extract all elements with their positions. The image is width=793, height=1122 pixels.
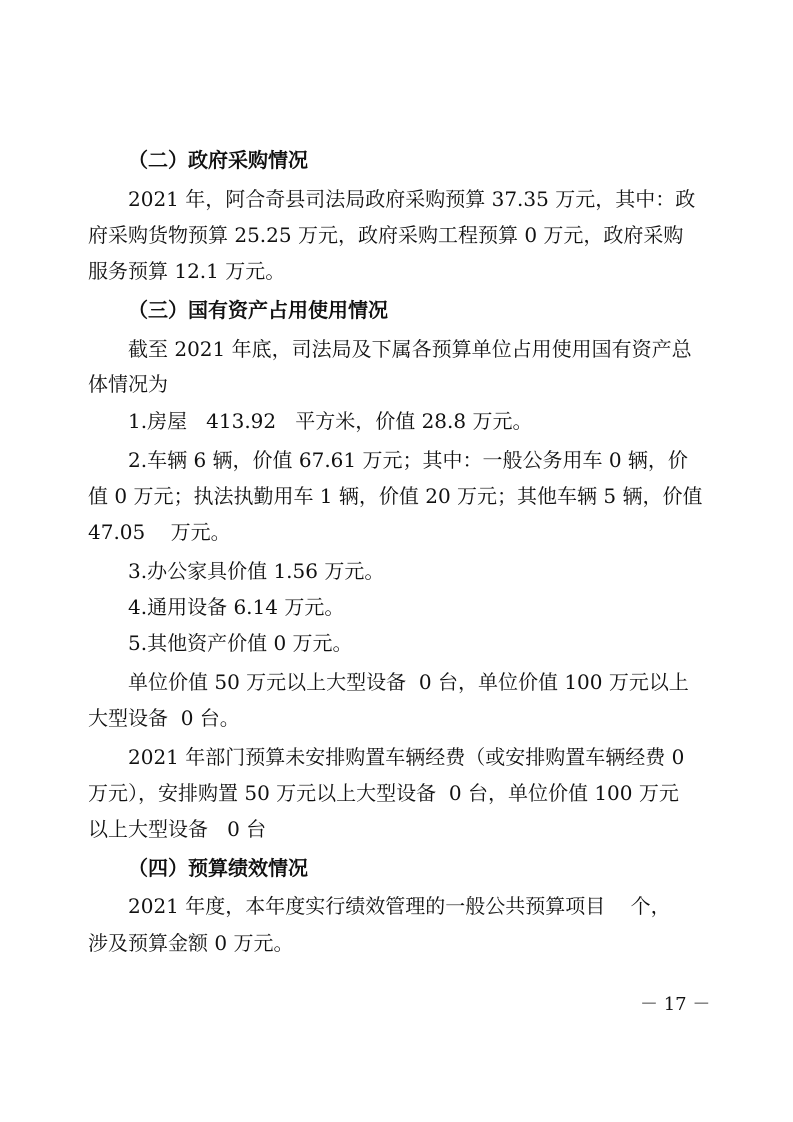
body-text-line: 服务预算 12.1 万元。 xyxy=(88,259,286,283)
asset-item-furniture: 3.办公家具价值 1.56 万元。 xyxy=(128,559,385,583)
asset-item-other-assets: 5.其他资产价值 0 万元。 xyxy=(128,631,353,655)
section-heading-government-procurement: （二）政府采购情况 xyxy=(128,148,308,172)
section-heading-state-assets: （三）国有资产占用使用情况 xyxy=(128,298,388,322)
asset-item-vehicles: 2.车辆 6 辆，价值 67.61 万元；其中：一般公务用车 0 辆，价 xyxy=(128,448,688,472)
body-text-line: 涉及预算金额 0 万元。 xyxy=(88,931,294,955)
body-text-line: 截至 2021 年底，司法局及下属各预算单位占用使用国有资产总 xyxy=(128,337,692,361)
page-number: － 17 － xyxy=(640,994,711,1015)
body-text-line: 府采购货物预算 25.25 万元，政府采购工程预算 0 万元，政府采购 xyxy=(88,223,684,247)
body-text-line: 以上大型设备 0 台 xyxy=(88,817,267,841)
asset-item-housing: 1.房屋 413.92 平方米，价值 28.8 万元。 xyxy=(128,409,533,433)
body-text-line: 2021 年，阿合奇县司法局政府采购预算 37.35 万元，其中：政 xyxy=(128,187,696,211)
body-text-line: 2021 年度，本年度实行绩效管理的一般公共预算项目 个， xyxy=(128,894,671,918)
body-text-line: 2021 年部门预算未安排购置车辆经费（或安排购置车辆经费 0 xyxy=(128,745,685,769)
body-text-line: 万元），安排购置 50 万元以上大型设备 0 台，单位价值 100 万元 xyxy=(88,781,679,805)
body-text-line: 单位价值 50 万元以上大型设备 0 台，单位价值 100 万元以上 xyxy=(128,670,689,694)
section-heading-budget-performance: （四）预算绩效情况 xyxy=(128,856,308,880)
body-text-line: 体情况为 xyxy=(88,372,168,396)
body-text-line: 大型设备 0 台。 xyxy=(88,706,240,730)
asset-item-general-equipment: 4.通用设备 6.14 万元。 xyxy=(128,595,345,619)
body-text-line: 值 0 万元；执法执勤用车 1 辆，价值 20 万元；其他车辆 5 辆，价值 xyxy=(88,484,703,508)
body-text-line: 47.05 万元。 xyxy=(88,520,231,544)
